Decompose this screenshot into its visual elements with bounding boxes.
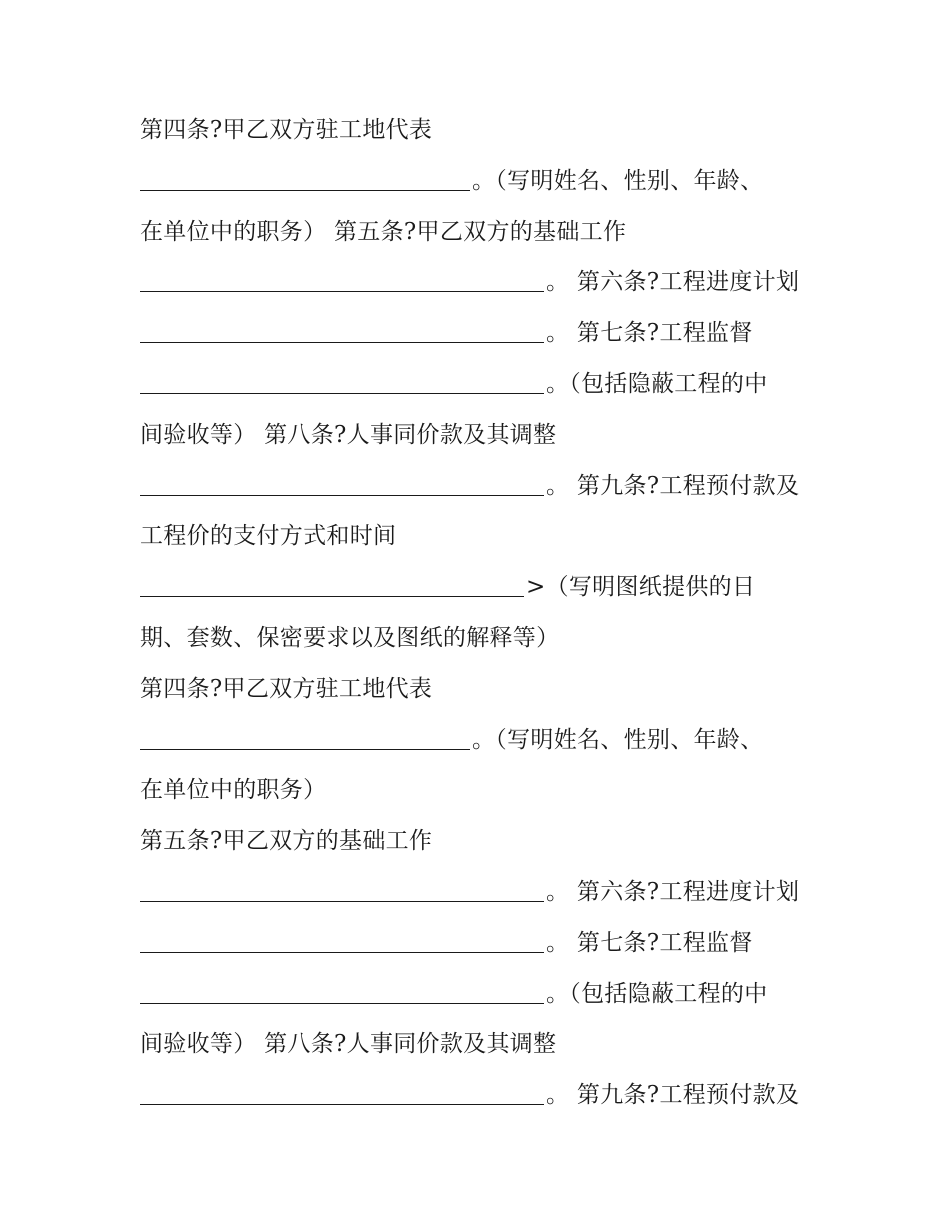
line-text: 。（包括隐蔽工程的中 — [546, 370, 768, 397]
fill-in-blank[interactable] — [140, 308, 546, 359]
line-text: 工程价的支付方式和时间 — [140, 523, 397, 550]
fill-in-blank[interactable] — [140, 461, 546, 512]
line-text: 。 第七条?工程监督 — [546, 320, 753, 347]
text-line — [140, 1070, 820, 1121]
line-text: >（写明图纸提供的日 — [526, 574, 756, 601]
text-line — [140, 918, 820, 969]
fill-in-blank[interactable] — [140, 918, 546, 969]
text-line — [140, 562, 820, 613]
fill-in-blank[interactable] — [140, 257, 546, 308]
line-text: 第四条?甲乙双方驻工地代表 — [140, 675, 433, 702]
fill-in-blank[interactable] — [140, 156, 472, 207]
line-text: 。 第九条?工程预付款及 — [546, 1082, 800, 1109]
line-text: 。 第九条?工程预付款及 — [546, 472, 800, 499]
fill-in-blank[interactable] — [140, 969, 546, 1020]
line-text: 。（写明姓名、性别、年龄、 — [472, 726, 764, 753]
text-line — [140, 359, 820, 410]
text-line — [140, 207, 820, 258]
line-text: 在单位中的职务） 第五条?甲乙双方的基础工作 — [140, 218, 627, 245]
fill-in-blank[interactable] — [140, 359, 546, 410]
text-line — [140, 715, 820, 766]
text-line — [140, 461, 820, 512]
text-line — [140, 105, 820, 156]
text-line — [140, 308, 820, 359]
text-line — [140, 613, 820, 664]
line-text: 间验收等） 第八条?人事同价款及其调整 — [140, 1031, 557, 1058]
text-line — [140, 664, 820, 715]
fill-in-blank[interactable] — [140, 1070, 546, 1121]
text-line — [140, 410, 820, 461]
fill-in-blank[interactable] — [140, 562, 526, 613]
text-line — [140, 867, 820, 918]
line-text: 间验收等） 第八条?人事同价款及其调整 — [140, 421, 557, 448]
line-text: 第四条?甲乙双方驻工地代表 — [140, 117, 433, 143]
line-text: 。 第七条?工程监督 — [546, 929, 753, 956]
text-line — [140, 816, 820, 867]
document-page — [140, 105, 820, 1121]
line-text: 。 第六条?工程进度计划 — [546, 878, 800, 905]
line-text: 。 第六条?工程进度计划 — [546, 269, 800, 296]
line-text: 在单位中的职务） — [140, 777, 327, 804]
text-line — [140, 511, 820, 562]
text-line — [140, 969, 820, 1020]
fill-in-blank[interactable] — [140, 867, 546, 918]
text-line — [140, 765, 820, 816]
line-text: 第五条?甲乙双方的基础工作 — [140, 828, 433, 855]
line-text: 。（包括隐蔽工程的中 — [546, 980, 768, 1007]
text-line — [140, 257, 820, 308]
line-text: 期、套数、保密要求以及图纸的解释等） — [140, 624, 560, 651]
fill-in-blank[interactable] — [140, 715, 472, 766]
text-line — [140, 156, 820, 207]
text-line — [140, 1019, 820, 1070]
line-text: 。（写明姓名、性别、年龄、 — [472, 167, 764, 194]
